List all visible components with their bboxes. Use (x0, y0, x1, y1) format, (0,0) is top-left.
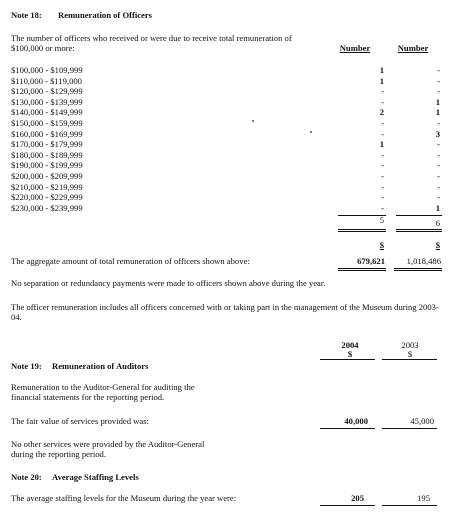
total-2003: 6 (435, 218, 440, 228)
band-label: $100,000 - $109,999 (11, 65, 83, 75)
band-count-2004: - (381, 192, 384, 202)
band-label: $210,000 - $219,999 (11, 182, 83, 192)
scan-speck (310, 131, 312, 133)
band-count-2003: - (437, 160, 440, 170)
band-count-2004: - (381, 203, 384, 213)
currency-2003: $ (435, 240, 440, 250)
officer-remuneration-note: The officer remuneration includes all officers concerned with or taking part in the management of the Museum during 2003-04. (11, 302, 439, 322)
band-count-2003: 3 (435, 129, 440, 139)
band-count-2004: - (381, 118, 384, 128)
band-count-2003: - (437, 118, 440, 128)
band-count-2003: - (437, 86, 440, 96)
total-2004: 5 (379, 215, 384, 225)
note20-title: Average Staffing Levels (52, 472, 139, 482)
band-label: $200,000 - $209,999 (11, 171, 83, 181)
band-label: $130,000 - $139,999 (11, 97, 83, 107)
band-label: $110,000 - $119,000 (11, 76, 82, 86)
band-count-2004: - (381, 150, 384, 160)
year-2003: 2003 (401, 340, 419, 350)
note20-number: Note 20: (11, 472, 42, 482)
band-count-2003: 1 (435, 97, 440, 107)
band-count-2003: - (437, 65, 440, 75)
band-label: $230,000 - $239,999 (11, 203, 83, 213)
band-count-2004: 1 (379, 139, 384, 149)
band-count-2004: 1 (379, 65, 384, 75)
fair-value-2003: 45,000 (410, 416, 434, 426)
band-label: $150,000 - $159,999 (11, 118, 83, 128)
fair-value-2004: 40,000 (344, 416, 368, 426)
scan-speck (252, 120, 254, 122)
band-label: $120,000 - $129,999 (11, 86, 83, 96)
note18-number: Note 18: (11, 10, 42, 20)
aggregate-2003: 1,018,486 (406, 256, 441, 266)
band-label: $190,000 - $199,999 (11, 160, 83, 170)
band-count-2003: - (437, 139, 440, 149)
band-count-2004: - (381, 86, 384, 96)
band-label: $140,000 - $149,999 (11, 107, 83, 117)
band-label: $220,000 - $229,999 (11, 192, 83, 202)
note18-intro: The number of officers who received or were due to receive total remuneration of $100,000 or more: (11, 33, 292, 53)
band-count-2004: - (381, 171, 384, 181)
currency-2004: $ (379, 240, 384, 250)
band-count-2004: - (381, 182, 384, 192)
band-count-2003: - (437, 150, 440, 160)
staffing-2003: 195 (417, 493, 430, 503)
band-label: $170,000 - $179,999 (11, 139, 83, 149)
col-header-2003: Number (397, 43, 429, 53)
note18-title: Remuneration of Officers (58, 10, 153, 20)
note19-number: Note 19: (11, 361, 42, 371)
band-count-2004: 1 (379, 76, 384, 86)
note19-title: Remuneration of Auditors (52, 361, 149, 371)
band-count-2003: - (437, 182, 440, 192)
band-count-2003: - (437, 192, 440, 202)
band-count-2003: - (437, 76, 440, 86)
aggregate-label: The aggregate amount of total remuneration of officers shown above: (11, 256, 250, 266)
year-2004-currency: $ (347, 349, 353, 359)
note19-intro: Remuneration to the Auditor-General for auditing the financial statements for the reporting period. (11, 382, 195, 402)
band-count-2003: 1 (435, 107, 440, 117)
band-count-2004: - (381, 97, 384, 107)
staffing-label: The average staffing levels for the Museum during the year were: (11, 493, 237, 503)
year-2004: 2004 (341, 340, 359, 350)
no-separation-text: No separation or redundancy payments were made to officers shown above during the year. (11, 278, 326, 288)
no-other-services-text: No other services were provided by the Auditor-General during the reporting period. (11, 439, 205, 459)
band-label: $180,000 - $189,999 (11, 150, 83, 160)
year-2003-currency: $ (407, 349, 413, 359)
col-header-2004: Number (339, 43, 371, 53)
band-count-2004: 2 (379, 107, 384, 117)
band-count-2004: - (381, 160, 384, 170)
band-count-2004: - (381, 129, 384, 139)
fair-value-label: The fair value of services provided was: (11, 416, 149, 426)
band-count-2003: 1 (435, 203, 440, 213)
staffing-2004: 205 (351, 493, 364, 503)
band-label: $160,000 - $169,999 (11, 129, 83, 139)
aggregate-2004: 679,621 (357, 256, 385, 266)
band-count-2003: - (437, 171, 440, 181)
